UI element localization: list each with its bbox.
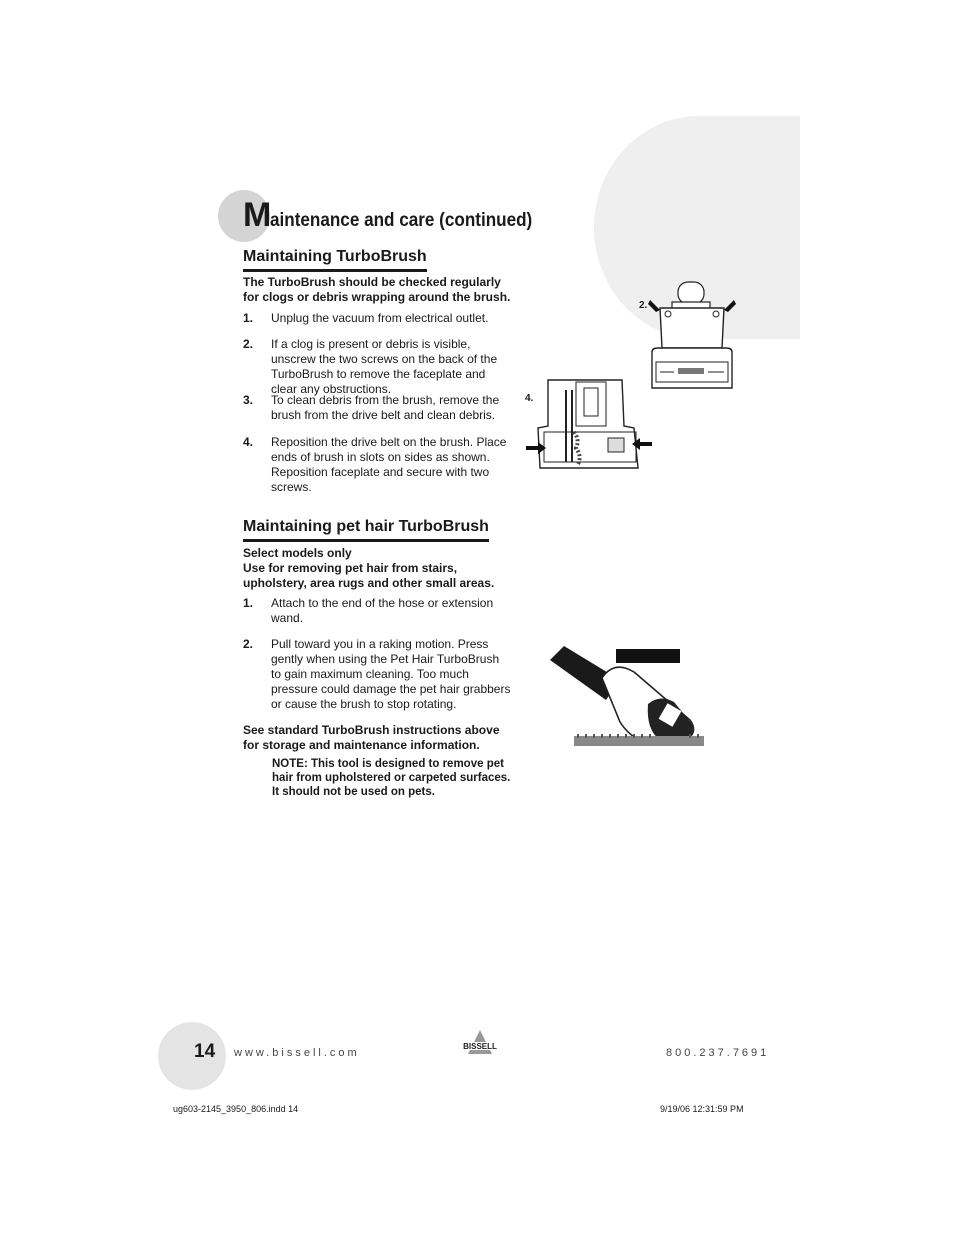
step-number: 2.: [243, 637, 254, 651]
figure-4-label: 4.: [525, 393, 534, 404]
step-text: If a clog is present or debris is visible, unscrew the two screws on the back of the TurboBrush to remove the faceplate and clear any obstructions.: [271, 337, 498, 396]
pet-hair-turbobrush-illustration: [550, 638, 710, 752]
section-heading-pet-hair: Maintaining pet hair TurboBrush: [243, 518, 489, 542]
title-initial: M: [243, 196, 271, 234]
step-number: 2.: [243, 337, 254, 351]
brush-reposition-illustration: [522, 376, 656, 472]
turbobrush-intro: The TurboBrush should be checked regularly for clogs or debris wrapping around the brush.: [243, 275, 511, 304]
step-text: Unplug the vacuum from electrical outlet.: [271, 311, 489, 325]
pet-hair-intro: Use for removing pet hair from stairs, upholstery, area rugs and other small areas.: [243, 561, 495, 590]
step-number: 4.: [243, 435, 254, 449]
pet-hair-select-models: Select models only: [243, 546, 352, 560]
section-heading-turbobrush: Maintaining TurboBrush: [243, 248, 427, 272]
page-number-circle: [158, 1022, 226, 1090]
phone-number: 800.237.7691: [666, 1047, 770, 1059]
step-text: Attach to the end of the hose or extension wand.: [271, 596, 494, 625]
step-number: 3.: [243, 393, 254, 407]
page-number: 14: [194, 1041, 216, 1062]
figure-2-label: 2.: [639, 300, 648, 311]
bissell-logo: [460, 1030, 500, 1056]
website-url: www.bissell.com: [234, 1047, 360, 1059]
page-title: [243, 196, 562, 235]
title-rest: aintenance and care (continued): [270, 210, 533, 231]
step-text: To clean debris from the brush, remove the brush from the drive belt and clean debris.: [271, 393, 500, 422]
turbobrush-screws-illustration: [648, 278, 736, 390]
step-number: 1.: [243, 311, 254, 325]
file-info: ug603-2145_3950_806.indd 14: [173, 1104, 299, 1114]
see-standard-instructions: See standard TurboBrush instructions above for storage and maintenance information.: [243, 723, 500, 752]
step-number: 1.: [243, 596, 254, 610]
print-timestamp: 9/19/06 12:31:59 PM: [660, 1104, 744, 1114]
step-text: Reposition the drive belt on the brush. Place ends of brush in slots on sides as shown. Reposition faceplate and secure with two screws.: [271, 435, 507, 494]
logo-text: BISSELL: [463, 1042, 497, 1051]
step-text: Pull toward you in a raking motion. Press gently when using the Pet Hair TurboBrush to gain maximum cleaning. Too much pressure could damage the pet hair grabbers or cause the brush to stop rotating.: [271, 637, 511, 711]
safety-note: NOTE: This tool is designed to remove pet hair from upholstered or carpeted surfaces. It should not be used on pets.: [272, 758, 511, 798]
